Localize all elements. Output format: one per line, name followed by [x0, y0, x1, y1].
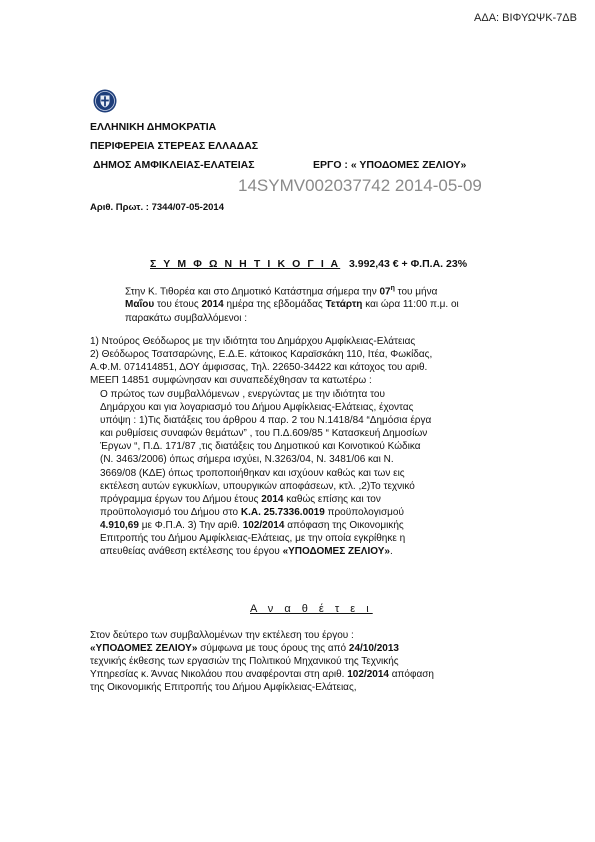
- text-run: (Ν. 3463/2006) όπως σήμερα ισχύει, Ν.3263/04, Ν. 3481/06 και Ν.: [100, 454, 394, 466]
- text-run: 2014: [261, 493, 284, 505]
- diavgeia-stamp: 14SYMV002037742 2014-05-09: [238, 176, 482, 195]
- text-run: απόφαση: [388, 669, 434, 681]
- text-run: απευθείας ανάθεση εκτέλεσης του έργου: [100, 546, 283, 558]
- text-line: [125, 282, 520, 298]
- text-run: Υπηρεσίας κ. Άννας Νικολάου που αναφέρονται στη αριθ.: [90, 669, 348, 681]
- text-run: ημέρα της εβδομάδας: [223, 299, 326, 311]
- greek-coat-of-arms-icon: [93, 89, 117, 113]
- assignment-paragraph: [90, 629, 515, 694]
- header-project: ΕΡΓΟ : « ΥΠΟΔΟΜΕΣ ΖΕΛΙΟΥ»: [313, 159, 467, 171]
- text-run: 4.910,69: [100, 519, 139, 531]
- text-run: με Φ.Π.Α. 3) Την αριθ.: [138, 519, 243, 531]
- text-run: 102/2014: [242, 519, 285, 531]
- title-amount: 3.992,43 € + Φ.Π.Α. 23%: [348, 258, 468, 270]
- text-run: σύμφωνα με τους όρους της από: [197, 643, 349, 655]
- text-line: [100, 467, 515, 480]
- text-run: 102/2014: [347, 669, 389, 681]
- text-run: απόφαση της Οικονομικής: [284, 519, 404, 531]
- text-line: [90, 361, 515, 374]
- parties-paragraph: [90, 335, 515, 387]
- text-run: Τετάρτη: [325, 299, 363, 311]
- text-run: ΜΕΕΠ 14851 συμφώνησαν και συναπεδέχθησαν τα κατωτέρω :: [90, 375, 372, 387]
- text-run: Έργων “, Π.Δ. 171/87 ,τις διατάξεις του Δημοτικού και Κοινοτικού Κώδικα: [100, 441, 421, 453]
- text-run: και ρυθμίσεις συναφών θεμάτων” , του Π.Δ.609/85 “ Κατασκευή Δημοσίων: [100, 428, 428, 440]
- text-line: [90, 642, 515, 655]
- text-line: [125, 312, 520, 325]
- text-line: [100, 401, 515, 414]
- text-run: εκτέλεση αυτών εγκυκλίων, υπουργικών αποφάσεων, κτλ. ,2)Το τεχνικό: [100, 480, 415, 492]
- header-state: ΕΛΛΗΝΙΚΗ ΔΗΜΟΚΡΑΤΙΑ: [90, 121, 217, 133]
- text-run: «ΥΠΟΔΟΜΕΣ ΖΕΛΙΟΥ»: [90, 643, 198, 655]
- text-run: πρόγραμμα έργων του Δήμου έτους: [100, 493, 262, 505]
- text-run: .: [389, 546, 393, 558]
- document-title: [150, 258, 467, 270]
- text-line: [100, 532, 515, 545]
- text-run: 2) Θεόδωρος Τσατσαρώνης, Ε.Δ.Ε. κάτοικος Καραϊσκάκη 110, Ιτέα, Φωκίδας,: [90, 349, 433, 361]
- header-region: ΠΕΡΙΦΕΡΕΙΑ ΣΤΕΡΕΑΣ ΕΛΛΑΔΑΣ: [90, 140, 259, 152]
- text-run: Στον δεύτερο των συμβαλλομένων την εκτέλεση του έργου :: [90, 630, 354, 641]
- text-line: [100, 427, 515, 440]
- text-line: [100, 493, 515, 506]
- considerations-paragraph: [100, 388, 515, 558]
- text-line: [125, 298, 520, 311]
- text-line: [100, 545, 515, 558]
- text-run: τεχνικής έκθεσης των εργασιών της Πολιτικού Μηχανικού της Τεχνικής: [90, 656, 399, 668]
- text-line: [90, 374, 515, 387]
- text-line: [100, 453, 515, 466]
- text-line: [90, 681, 515, 694]
- ada-code: ΑΔΑ: ΒΙΦΥΩΨΚ-7ΔΒ: [474, 12, 577, 24]
- text-run: Κ.Α. 25.7336.0019: [240, 506, 325, 518]
- text-line: [100, 480, 515, 493]
- text-run: καθώς επίσης και τον: [283, 493, 381, 505]
- text-run: της Οικονομικής Επιτροπής του Δήμου Αμφίκλειας-Ελάτειας,: [90, 682, 357, 694]
- text-run: 2014: [201, 299, 224, 311]
- text-line: [90, 348, 515, 361]
- text-run: Α.Φ.Μ. 071414851, ΔΟΥ άμφισσας, Τηλ. 22650-34422 και κάτοχος του αριθ.: [90, 362, 428, 374]
- text-run: προϋπολογισμού: [324, 506, 404, 518]
- title-spaced: Σ Υ Μ Φ Ω Ν Η Τ Ι Κ Ο Γ Ι Α: [150, 258, 341, 270]
- text-run: 24/10/2013: [348, 643, 399, 655]
- text-line: [90, 655, 515, 668]
- text-run: Δημάρχου και για λογαριασμό του Δήμου Αμφίκλειας-Ελάτειας, έχοντας: [100, 402, 414, 414]
- text-run: και ώρα 11:00 π.μ. οι: [362, 299, 459, 311]
- text-run: Επιτροπής του Δήμου Αμφίκλειας-Ελάτειας, με την οποία εγκρίθηκε η: [100, 533, 406, 545]
- protocol-number: Αριθ. Πρωτ. : 7344/07-05-2014: [90, 202, 224, 213]
- text-line: [100, 506, 515, 519]
- text-line: [100, 519, 515, 532]
- text-run: του έτους: [154, 299, 202, 311]
- text-run: παρακάτω συμβαλλόμενοι :: [125, 312, 247, 324]
- text-run: υπόψη : 1)Τις διατάξεις του άρθρου 4 παρ. 2 του Ν.1418/84 “Δημόσια έργα: [100, 415, 432, 427]
- header-municipality: ΔΗΜΟΣ ΑΜΦΙΚΛΕΙΑΣ-ΕΛΑΤΕΙΑΣ: [93, 159, 255, 171]
- anathetei-heading: Α ν α θ έ τ ε ι: [250, 603, 373, 615]
- text-line: [90, 629, 515, 642]
- text-line: [90, 335, 515, 348]
- text-run: Ο πρώτος των συμβαλλόμενων , ενεργώντας με την ιδιότητα του: [100, 389, 385, 400]
- text-run: προϋπολογισμό του Δήμου στο: [100, 506, 241, 518]
- text-run: 3669/08 (ΚΔΕ) όπως τροποποιήθηκαν και ισχύουν καθώς και των εις: [100, 467, 405, 479]
- text-run: 07: [379, 286, 391, 298]
- text-run: 1) Ντούρος Θεόδωρος με την ιδιότητα του Δημάρχου Αμφίκλειας-Ελάτειας: [90, 336, 416, 347]
- text-run: «ΥΠΟΔΟΜΕΣ ΖΕΛΙΟΥ»: [282, 546, 390, 558]
- text-line: [100, 440, 515, 453]
- text-line: [100, 388, 515, 401]
- text-run: Μαΐου: [125, 299, 155, 311]
- text-line: [90, 668, 515, 681]
- text-line: [100, 414, 515, 427]
- text-run: η: [390, 285, 395, 292]
- text-run: Στην Κ. Τιθορέα και στο Δημοτικό Κατάστημα σήμερα την: [125, 286, 380, 298]
- intro-paragraph: [125, 282, 520, 325]
- text-run: του μήνα: [394, 286, 438, 298]
